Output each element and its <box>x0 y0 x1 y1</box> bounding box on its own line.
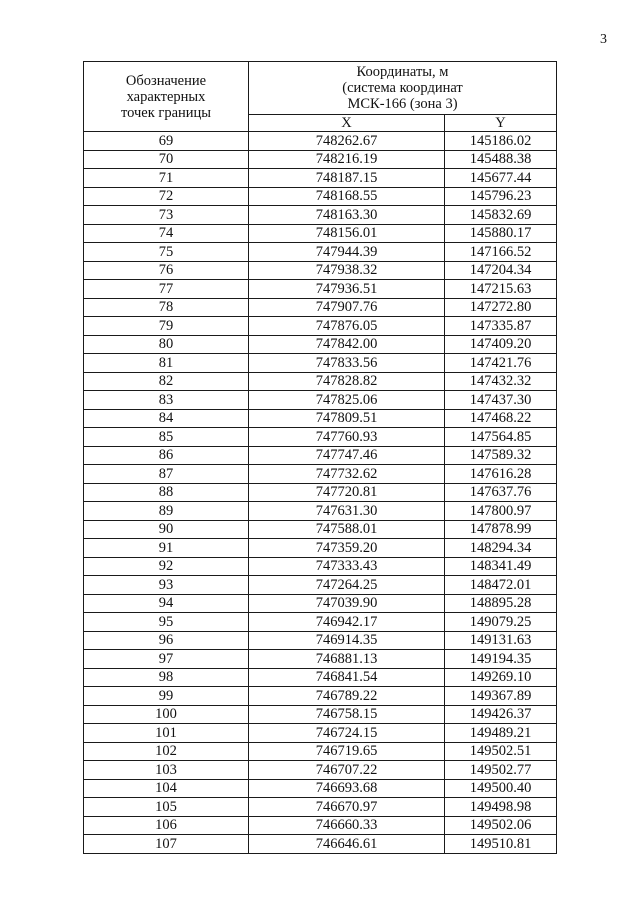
y-coordinate-cell: 147637.76 <box>445 483 557 502</box>
x-coordinate-cell: 747833.56 <box>249 354 445 373</box>
y-coordinate-cell: 149426.37 <box>445 705 557 724</box>
y-coordinate-cell: 149269.10 <box>445 668 557 687</box>
x-coordinate-cell: 747631.30 <box>249 502 445 521</box>
x-coordinate-cell: 748262.67 <box>249 132 445 151</box>
table-row <box>84 687 557 706</box>
table-row <box>84 502 557 521</box>
table-row <box>84 594 557 613</box>
coordinates-header <box>249 62 557 115</box>
point-number-cell: 84 <box>84 409 249 428</box>
x-coordinate-cell: 746942.17 <box>249 613 445 632</box>
x-coordinate-cell: 747732.62 <box>249 465 445 484</box>
x-coordinate-cell: 747747.46 <box>249 446 445 465</box>
x-coordinate-cell: 747936.51 <box>249 280 445 299</box>
point-number-cell: 80 <box>84 335 249 354</box>
table-row <box>84 539 557 558</box>
point-number-cell: 91 <box>84 539 249 558</box>
y-coordinate-cell: 147215.63 <box>445 280 557 299</box>
point-number-cell: 76 <box>84 261 249 280</box>
table-row <box>84 705 557 724</box>
point-number-cell: 94 <box>84 594 249 613</box>
table-row <box>84 835 557 854</box>
header-line: Координаты, м <box>356 64 449 80</box>
point-number-cell: 106 <box>84 816 249 835</box>
table-row <box>84 243 557 262</box>
point-number-cell: 90 <box>84 520 249 539</box>
table-row <box>84 761 557 780</box>
table-row <box>84 650 557 669</box>
point-number-cell: 73 <box>84 206 249 225</box>
x-coordinate-cell: 746789.22 <box>249 687 445 706</box>
point-number-cell: 96 <box>84 631 249 650</box>
table-body <box>84 132 557 854</box>
y-coordinate-cell: 149489.21 <box>445 724 557 743</box>
y-coordinate-cell: 147335.87 <box>445 317 557 336</box>
y-coordinate-cell: 149498.98 <box>445 798 557 817</box>
point-number-cell: 97 <box>84 650 249 669</box>
point-number-cell: 82 <box>84 372 249 391</box>
table-row <box>84 391 557 410</box>
y-coordinate-cell: 147616.28 <box>445 465 557 484</box>
x-coordinate-cell: 747828.82 <box>249 372 445 391</box>
y-coordinate-cell: 149502.77 <box>445 761 557 780</box>
y-coordinate-cell: 147204.34 <box>445 261 557 280</box>
table-row <box>84 483 557 502</box>
point-number-cell: 74 <box>84 224 249 243</box>
point-number-cell: 72 <box>84 187 249 206</box>
y-coordinate-cell: 147409.20 <box>445 335 557 354</box>
x-coordinate-cell: 747333.43 <box>249 557 445 576</box>
point-number-cell: 69 <box>84 132 249 151</box>
table-row <box>84 354 557 373</box>
table-row <box>84 798 557 817</box>
x-coordinate-cell: 746660.33 <box>249 816 445 835</box>
header-line: характерных <box>126 88 206 105</box>
x-coordinate-cell: 747907.76 <box>249 298 445 317</box>
y-coordinate-cell: 147589.32 <box>445 446 557 465</box>
x-coordinate-cell: 746719.65 <box>249 742 445 761</box>
table-row <box>84 576 557 595</box>
y-coordinate-cell: 147468.22 <box>445 409 557 428</box>
x-coordinate-cell: 748216.19 <box>249 150 445 169</box>
table-header <box>84 62 557 132</box>
point-number-cell: 79 <box>84 317 249 336</box>
table-row <box>84 742 557 761</box>
table-row <box>84 169 557 188</box>
x-coordinate-cell: 748163.30 <box>249 206 445 225</box>
coordinates-table <box>83 61 557 854</box>
x-column-header: X <box>249 115 445 132</box>
y-coordinate-cell: 149079.25 <box>445 613 557 632</box>
table-row <box>84 816 557 835</box>
x-coordinate-cell: 747944.39 <box>249 243 445 262</box>
table-row <box>84 224 557 243</box>
x-coordinate-cell: 747938.32 <box>249 261 445 280</box>
table-row <box>84 613 557 632</box>
page-number: 3 <box>600 32 607 47</box>
point-number-cell: 102 <box>84 742 249 761</box>
x-coordinate-cell: 748168.55 <box>249 187 445 206</box>
y-coordinate-cell: 149194.35 <box>445 650 557 669</box>
point-number-cell: 99 <box>84 687 249 706</box>
x-coordinate-cell: 747760.93 <box>249 428 445 447</box>
y-coordinate-cell: 147421.76 <box>445 354 557 373</box>
point-number-cell: 88 <box>84 483 249 502</box>
point-number-cell: 92 <box>84 557 249 576</box>
point-number-cell: 98 <box>84 668 249 687</box>
x-coordinate-cell: 747039.90 <box>249 594 445 613</box>
x-coordinate-cell: 748187.15 <box>249 169 445 188</box>
y-coordinate-cell: 148895.28 <box>445 594 557 613</box>
y-coordinate-cell: 147432.32 <box>445 372 557 391</box>
point-number-cell: 78 <box>84 298 249 317</box>
header-line: Обозначение <box>125 72 207 89</box>
point-number-cell: 86 <box>84 446 249 465</box>
y-coordinate-cell: 149131.63 <box>445 631 557 650</box>
point-number-cell: 85 <box>84 428 249 447</box>
point-number-cell: 107 <box>84 835 249 854</box>
table-row <box>84 446 557 465</box>
y-coordinate-cell: 148472.01 <box>445 576 557 595</box>
y-coordinate-cell: 149502.06 <box>445 816 557 835</box>
point-number-cell: 89 <box>84 502 249 521</box>
table-row <box>84 187 557 206</box>
x-coordinate-cell: 747264.25 <box>249 576 445 595</box>
y-coordinate-cell: 147437.30 <box>445 391 557 410</box>
table-row <box>84 280 557 299</box>
table-row <box>84 428 557 447</box>
point-number-cell: 77 <box>84 280 249 299</box>
y-coordinate-cell: 147564.85 <box>445 428 557 447</box>
table-row <box>84 520 557 539</box>
table-row <box>84 150 557 169</box>
point-number-cell: 105 <box>84 798 249 817</box>
y-coordinate-cell: 149367.89 <box>445 687 557 706</box>
table-row <box>84 631 557 650</box>
table-row <box>84 132 557 151</box>
y-coordinate-cell: 145488.38 <box>445 150 557 169</box>
x-coordinate-cell: 747809.51 <box>249 409 445 428</box>
header-line: точек границы <box>120 104 212 121</box>
x-coordinate-cell: 746841.54 <box>249 668 445 687</box>
table-row <box>84 317 557 336</box>
y-coordinate-cell: 147878.99 <box>445 520 557 539</box>
y-coordinate-cell: 145832.69 <box>445 206 557 225</box>
x-coordinate-cell: 746646.61 <box>249 835 445 854</box>
point-number-cell: 104 <box>84 779 249 798</box>
x-coordinate-cell: 746724.15 <box>249 724 445 743</box>
point-number-cell: 70 <box>84 150 249 169</box>
y-column-header: Y <box>445 115 557 132</box>
y-coordinate-cell: 147272.80 <box>445 298 557 317</box>
y-coordinate-cell: 147800.97 <box>445 502 557 521</box>
header-line: (система координат <box>342 80 463 96</box>
table-row <box>84 779 557 798</box>
y-coordinate-cell: 145880.17 <box>445 224 557 243</box>
x-coordinate-cell: 746693.68 <box>249 779 445 798</box>
table-row <box>84 465 557 484</box>
table-row <box>84 261 557 280</box>
table-row <box>84 372 557 391</box>
point-number-cell: 75 <box>84 243 249 262</box>
header-line: МСК-166 (зона 3) <box>347 96 458 112</box>
point-number-cell: 101 <box>84 724 249 743</box>
x-coordinate-cell: 747359.20 <box>249 539 445 558</box>
y-coordinate-cell: 147166.52 <box>445 243 557 262</box>
point-designation-header <box>84 62 249 132</box>
table-row <box>84 557 557 576</box>
y-coordinate-cell: 145677.44 <box>445 169 557 188</box>
point-number-cell: 81 <box>84 354 249 373</box>
point-number-cell: 83 <box>84 391 249 410</box>
x-coordinate-cell: 747588.01 <box>249 520 445 539</box>
x-coordinate-cell: 747876.05 <box>249 317 445 336</box>
table-row <box>84 409 557 428</box>
point-number-cell: 100 <box>84 705 249 724</box>
x-coordinate-cell: 748156.01 <box>249 224 445 243</box>
point-number-cell: 103 <box>84 761 249 780</box>
point-number-cell: 93 <box>84 576 249 595</box>
x-coordinate-cell: 746758.15 <box>249 705 445 724</box>
y-coordinate-cell: 145186.02 <box>445 132 557 151</box>
y-coordinate-cell: 148294.34 <box>445 539 557 558</box>
point-number-cell: 87 <box>84 465 249 484</box>
y-coordinate-cell: 145796.23 <box>445 187 557 206</box>
table-row <box>84 206 557 225</box>
table-row <box>84 298 557 317</box>
x-coordinate-cell: 747825.06 <box>249 391 445 410</box>
table-row <box>84 724 557 743</box>
y-coordinate-cell: 148341.49 <box>445 557 557 576</box>
x-coordinate-cell: 746881.13 <box>249 650 445 669</box>
y-coordinate-cell: 149502.51 <box>445 742 557 761</box>
table-row <box>84 335 557 354</box>
x-coordinate-cell: 746914.35 <box>249 631 445 650</box>
y-coordinate-cell: 149500.40 <box>445 779 557 798</box>
x-coordinate-cell: 747720.81 <box>249 483 445 502</box>
point-number-cell: 71 <box>84 169 249 188</box>
point-number-cell: 95 <box>84 613 249 632</box>
x-coordinate-cell: 746707.22 <box>249 761 445 780</box>
x-coordinate-cell: 747842.00 <box>249 335 445 354</box>
y-coordinate-cell: 149510.81 <box>445 835 557 854</box>
table-row <box>84 668 557 687</box>
x-coordinate-cell: 746670.97 <box>249 798 445 817</box>
